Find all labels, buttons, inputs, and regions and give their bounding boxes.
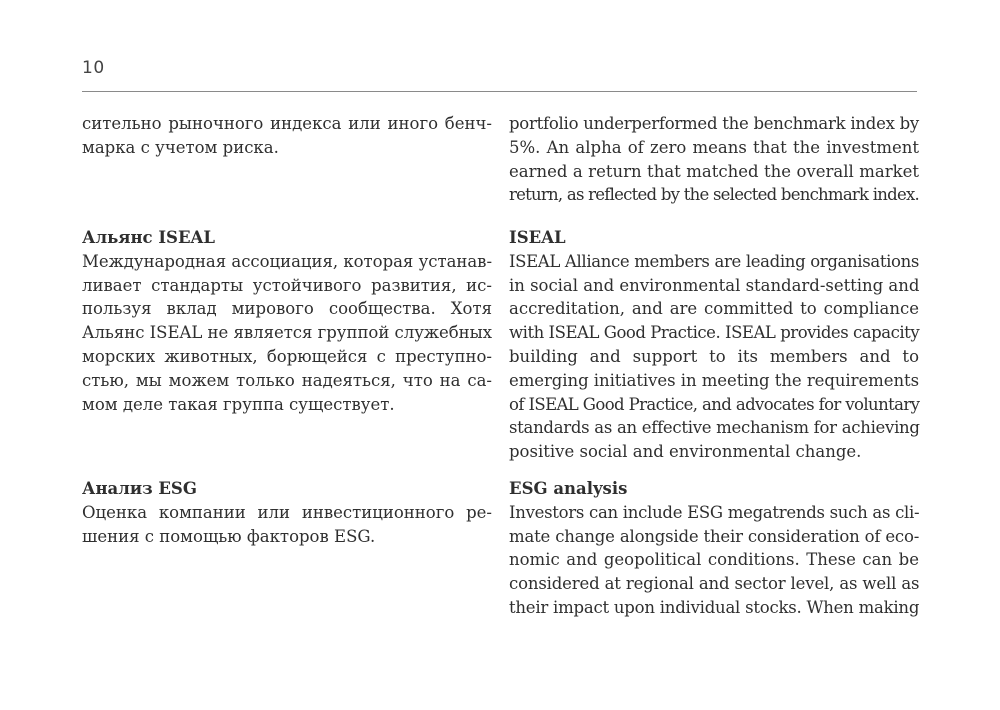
text-line: nomic and geopolitical conditions. These can be <box>509 550 919 570</box>
text-line: with ISEAL Good Practice. ISEAL provides capacity <box>509 323 920 343</box>
text-line: return, as reflected by the selected benchmark index. <box>509 185 920 205</box>
text-line: марка с учетом риска. <box>82 137 279 157</box>
text-line: of ISEAL Good Practice, and advocates for voluntary <box>509 394 920 414</box>
text-line: their impact upon individual stocks. When making <box>509 597 920 617</box>
entry-term: Альянс ISEAL <box>82 228 215 247</box>
text-line: ISEAL Alliance members are leading organisations <box>509 251 919 271</box>
text-line: standards as an effective mechanism for achieving <box>509 418 920 438</box>
text-line: Investors can include ESG megatrends such as cli- <box>509 502 920 522</box>
ru-entry-iseal <box>82 226 492 416</box>
text-line: earned a return that matched the overall market <box>509 161 919 181</box>
text-line: стью, мы можем только надеяться, что на са- <box>82 370 492 390</box>
text-line: морских животных, борющейся с преступно- <box>82 346 492 366</box>
entry-term: ISEAL <box>509 228 566 247</box>
text-line: Оценка компании или инвестиционного ре- <box>82 502 492 522</box>
en-entry-iseal <box>509 226 919 464</box>
ru-entry-esg-analysis <box>82 477 492 548</box>
ru-continuation-text <box>82 112 492 160</box>
text-line: мом деле такая группа существует. <box>82 394 395 414</box>
en-entry-esg-analysis <box>509 477 919 620</box>
entry-term: Анализ ESG <box>82 479 197 498</box>
text-line: 5%. An alpha of zero means that the investment <box>509 137 919 157</box>
text-line: ливает стандарты устойчивого развития, ис- <box>82 275 492 295</box>
text-line: portfolio underperformed the benchmark index by <box>509 114 919 133</box>
text-line: Международная ассоциация, которая устанав- <box>82 251 492 271</box>
text-line: шения с помощью факторов ESG. <box>82 526 376 546</box>
entry-term: ESG analysis <box>509 479 628 498</box>
text-line: сительно рыночного индекса или иного бенч- <box>82 114 492 133</box>
text-line: пользуя вклад мирового сообщества. Хотя <box>82 299 492 319</box>
text-line: in social and environmental standard-setting and <box>509 275 920 295</box>
text-line: considered at regional and sector level, as well as <box>509 574 920 594</box>
text-line: mate change alongside their consideration of eco- <box>509 526 920 546</box>
en-continuation-text <box>509 112 919 207</box>
text-line: accreditation, and are committed to compliance <box>509 299 919 319</box>
text-line: Альянс ISEAL не является группой служебных <box>82 323 493 343</box>
header-rule <box>82 91 917 92</box>
text-line: positive social and environmental change. <box>509 442 862 462</box>
text-line: building and support to its members and to <box>509 346 919 366</box>
text-line: emerging initiatives in meeting the requirements <box>509 370 919 390</box>
page-number: 10 <box>82 58 105 78</box>
